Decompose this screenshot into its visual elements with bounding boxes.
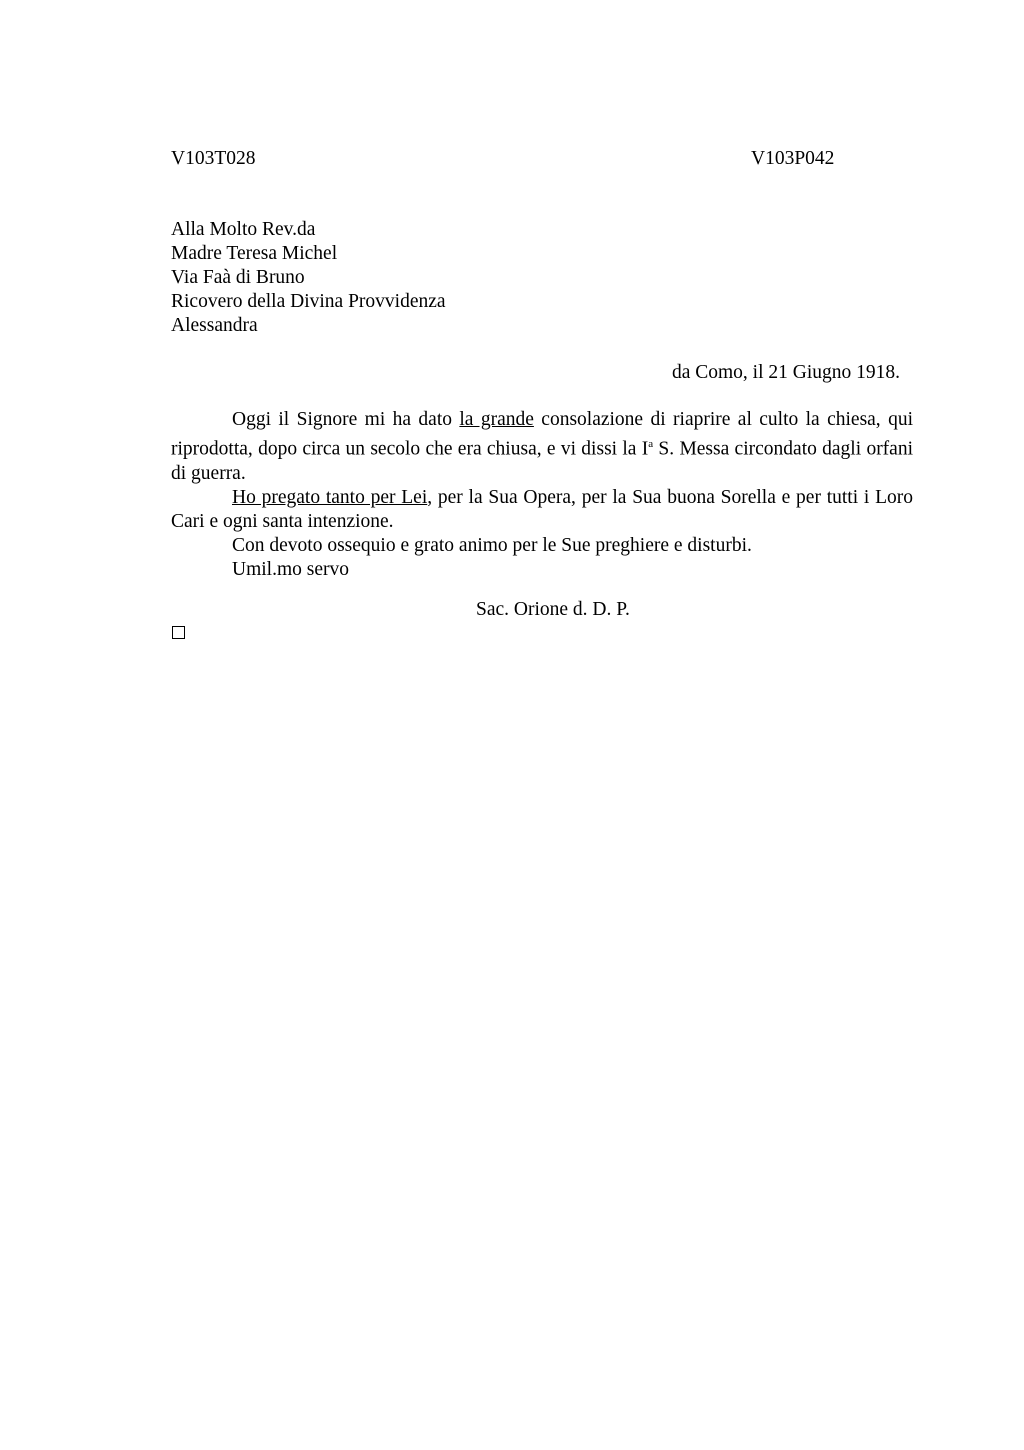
body-paragraph-2	[171, 486, 913, 534]
p2-text: , per la Sua Opera, per la Sua buona Sorella e per tutti i Loro Cari e ogni santa intenzione.	[171, 486, 913, 532]
p1-text-1: Oggi il Signore mi ha dato	[232, 409, 460, 430]
p1-text-2: consolazione di riaprire al culto la chiesa, qui riprodotta, dopo circa un secolo che era chiusa, e vi dissi la I	[171, 409, 913, 460]
document-code-right: V103P042	[751, 148, 835, 169]
p2-underlined-text: Ho pregato tanto per Lei	[232, 486, 428, 508]
body-paragraph-3: Con devoto ossequio e grato animo per le Sue preghiere e disturbi.	[232, 534, 752, 556]
recipient-address	[171, 218, 446, 338]
letter-body	[171, 408, 913, 582]
address-line-2: Madre Teresa Michel	[171, 243, 338, 264]
checkbox-icon	[172, 626, 185, 639]
signature: Sac. Orione d. D. P.	[476, 599, 630, 620]
closing-line: Umil.mo servo	[232, 558, 349, 580]
address-line-4: Ricovero della Divina Provvidenza	[171, 291, 446, 312]
p1-superscript: a	[648, 438, 654, 450]
address-line-1: Alla Molto Rev.da	[171, 219, 316, 240]
address-line-3: Via Faà di Bruno	[171, 267, 305, 288]
address-line-5: Alessandra	[171, 315, 258, 336]
p1-text-3: S. Messa circondato dagli orfani di guerra.	[171, 438, 913, 484]
p1-underlined-text: la grande	[459, 409, 534, 430]
date-line: da Como, il 21 Giugno 1918.	[671, 362, 900, 383]
document-code-left: V103T028	[171, 148, 256, 169]
body-paragraph-1	[171, 408, 913, 486]
